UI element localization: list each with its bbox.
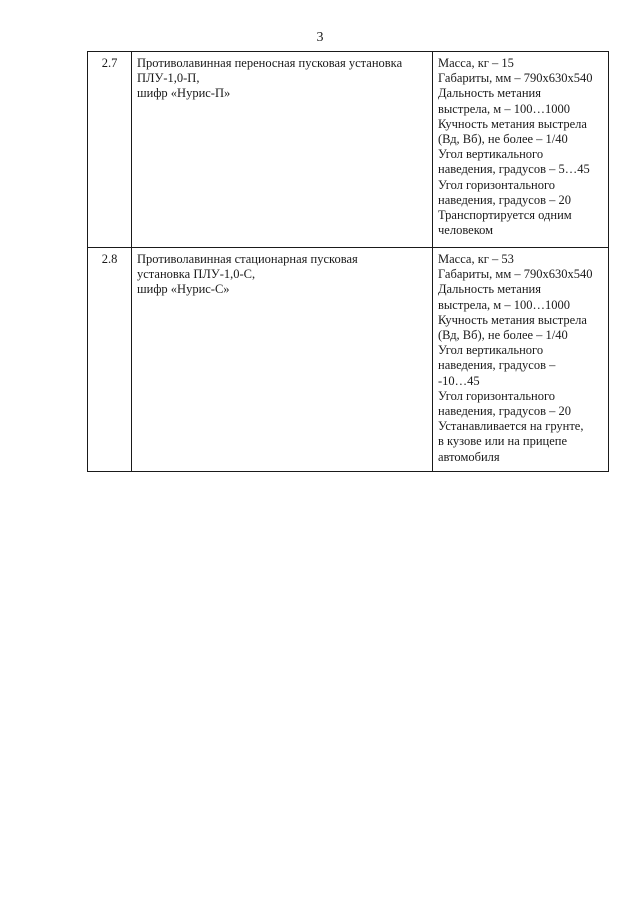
spec-line: Угол вертикального [438, 147, 544, 162]
spec-line: Кучность метания выстрела [438, 312, 587, 327]
spec-line: Транспортируется одним [438, 208, 572, 223]
row-number: 2.7 [88, 52, 132, 248]
spec-line: Габариты, мм – 790х630х540 [438, 267, 593, 282]
item-name-line: Противолавинная стационарная пусковая [137, 252, 358, 266]
item-name-cell [132, 248, 433, 472]
item-name-line: Противолавинная переносная пусковая установка [137, 56, 403, 70]
spec-line: (Вд, Вб), не более – 1/40 [438, 328, 568, 343]
spec-line: выстрела, м – 100…1000 [438, 297, 570, 312]
row-number: 2.8 [88, 248, 132, 472]
spec-line: Кучность метания выстрела [438, 116, 587, 131]
spec-line: Дальность метания [438, 282, 541, 297]
specification-table [87, 51, 609, 472]
item-name-cell [132, 52, 433, 248]
spec-line: наведения, градусов – 5…45 [438, 162, 590, 177]
spec-line: Дальность метания [438, 86, 541, 101]
spec-line: Угол вертикального [438, 343, 544, 358]
spec-line: -10…45 [438, 373, 480, 388]
spec-line: автомобиля [438, 449, 500, 464]
spec-line: выстрела, м – 100…1000 [438, 101, 570, 116]
page-number: 3 [316, 30, 324, 45]
item-name-line: шифр «Нурис-П» [137, 86, 231, 101]
item-name-line: установка ПЛУ-1,0-С, [137, 267, 256, 282]
item-name-line: шифр «Нурис-С» [137, 282, 230, 297]
spec-line: наведения, градусов – 20 [438, 192, 571, 207]
table-row [88, 52, 609, 248]
item-specs-cell [433, 52, 609, 248]
item-name-line: ПЛУ-1,0-П, [137, 71, 200, 86]
spec-line: Угол горизонтального [438, 177, 556, 192]
spec-line: Угол горизонтального [438, 388, 556, 403]
spec-line: наведения, градусов – [438, 358, 556, 373]
spec-line: наведения, градусов – 20 [438, 404, 571, 419]
spec-line: Устанавливается на грунте, [438, 419, 584, 434]
spec-line: Масса, кг – 15 [438, 56, 514, 70]
item-specs-cell [433, 248, 609, 472]
spec-line: (Вд, Вб), не более – 1/40 [438, 132, 568, 147]
spec-line: Масса, кг – 53 [438, 252, 514, 266]
spec-line: человеком [438, 223, 494, 238]
table-row [88, 248, 609, 472]
spec-line: в кузове или на прицепе [438, 434, 567, 449]
spec-line: Габариты, мм – 790х630х540 [438, 71, 593, 86]
